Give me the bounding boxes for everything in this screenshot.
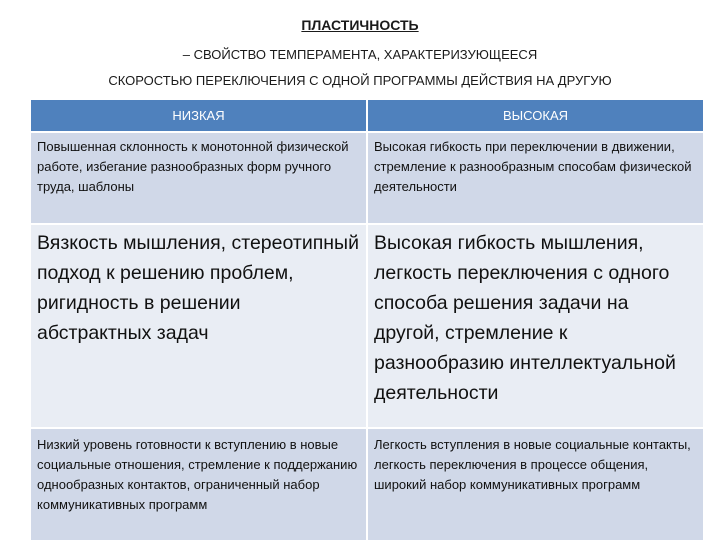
cell-low-social: Низкий уровень готовности к вступлению в новые социальные отношения, стремление к поддержанию однообразных контактов, ограниченный набор коммуникативных программ [31, 428, 367, 540]
comparison-table [31, 100, 703, 540]
column-header-low: НИЗКАЯ [31, 100, 367, 132]
table-row [31, 132, 703, 224]
cell-high-social: Легкость вступления в новые социальные контакты, легкость переключения в процессе общения, широкий набор коммуникативных программ [367, 428, 703, 540]
column-header-high: ВЫСОКАЯ [367, 100, 703, 132]
table-row [31, 428, 703, 540]
cell-low-thinking: Вязкость мышления, стереотипный подход к решению проблем, ригидность в решении абстрактных задач [31, 224, 367, 428]
subtitle-line-1: – СВОЙСТВО ТЕМПЕРАМЕНТА, ХАРАКТЕРИЗУЮЩЕЕСЯ [182, 47, 538, 62]
subtitle-line-2: СКОРОСТЬЮ ПЕРЕКЛЮЧЕНИЯ С ОДНОЙ ПРОГРАММЫ ДЕЙСТВИЯ НА ДРУГУЮ [108, 73, 612, 88]
cell-high-physical: Высокая гибкость при переключении в движении, стремление к разнообразным способам физической деятельности [367, 132, 703, 224]
table-header-row [31, 100, 703, 132]
cell-high-thinking: Высокая гибкость мышления, легкость переключения с одного способа решения задачи на другой, стремление к разнообразию интеллектуальной деятельности [367, 224, 703, 428]
table-row [31, 224, 703, 428]
cell-low-physical: Повышенная склонность к монотонной физической работе, избегание разнообразных форм ручного труда, шаблоны [31, 132, 367, 224]
page-title: ПЛАСТИЧНОСТЬ [301, 17, 419, 33]
